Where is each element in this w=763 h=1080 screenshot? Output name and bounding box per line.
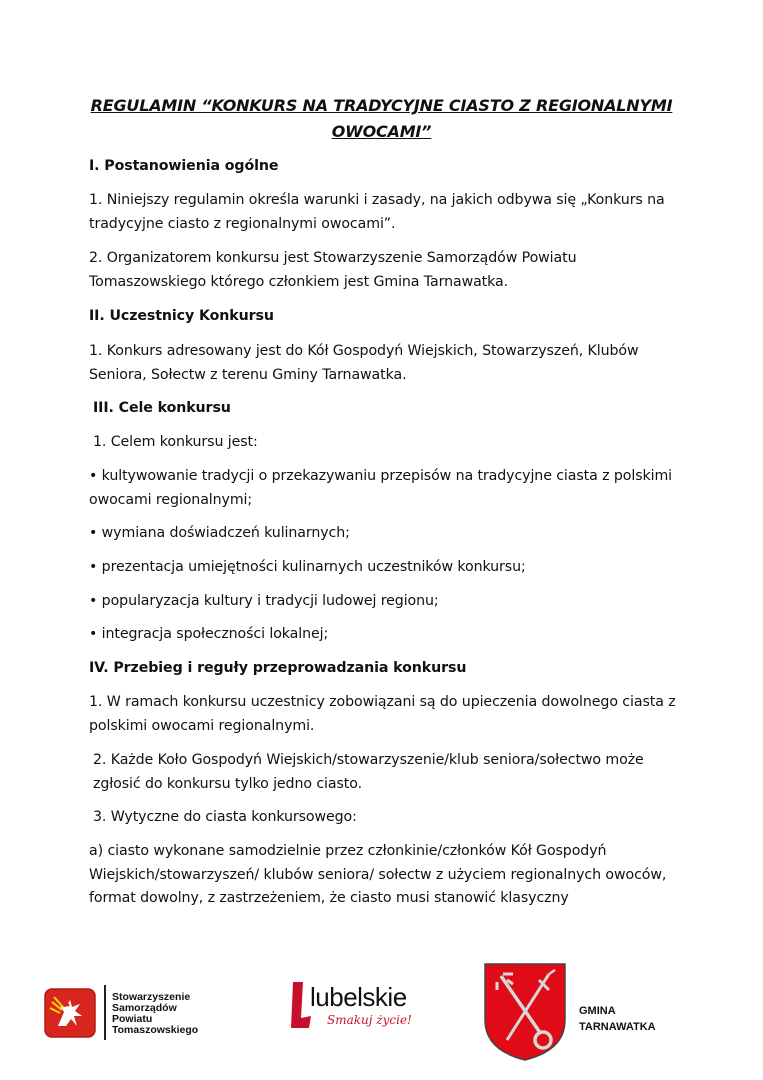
logo-text-line: Tomaszowskiego bbox=[112, 1024, 199, 1036]
bullet-item: • prezentacja umiejętności kulinarnych uczestników konkursu; bbox=[89, 559, 526, 575]
paragraph: 1. Konkurs adresowany jest do Kół Gospodyń Wiejskich, Stowarzyszeń, Klubów Seniora, Sołectw z terenu Gminy Tarnawatka. bbox=[89, 343, 639, 383]
document-title: REGULAMIN “KONKURS NA TRADYCYJNE CIASTO Z REGIONALNYMI OWOCAMI” bbox=[90, 96, 673, 141]
logo-text-line: Powiatu bbox=[112, 1013, 153, 1025]
paragraph: 2. Każde Koło Gospodyń Wiejskich/stowarzyszenie/klub seniora/sołectwo może zgłosić do konkursu tylko jedno ciasto. bbox=[93, 752, 644, 792]
bullet-item: • integracja społeczności lokalnej; bbox=[89, 626, 329, 642]
paragraph: 2. Organizatorem konkursu jest Stowarzyszenie Samorządów Powiatu Tomaszowskiego którego członkiem jest Gmina Tarnawatka. bbox=[89, 250, 577, 290]
paragraph: 1. Celem konkursu jest: bbox=[93, 434, 258, 450]
logo-text-line: GMINA bbox=[579, 1005, 616, 1017]
section-heading-2: II. Uczestnicy Konkursu bbox=[89, 308, 274, 324]
lubelskie-wordmark: lubelskie bbox=[310, 982, 407, 1012]
logo-text-line: Stowarzyszenie bbox=[112, 991, 191, 1003]
logo-divider bbox=[104, 985, 106, 1040]
paragraph: a) ciasto wykonane samodzielnie przez członkinie/członków Kół Gospodyń Wiejskich/stowarzyszeń/ klubów seniora/ sołectw z użyciem regionalnych owoców, format dowolny, z zastrzeżeniem, że ciasto musi stanowić klasyczny bbox=[89, 843, 667, 906]
logo-text-line: TARNAWATKA bbox=[579, 1021, 656, 1033]
paragraph: 1. W ramach konkursu uczestnicy zobowiązani są do upieczenia dowolnego ciasta z polskimi owocami regionalnymi. bbox=[89, 694, 676, 734]
paragraph: 1. Niniejszy regulamin określa warunki i zasady, na jakich odbywa się „Konkurs na tradycyjne ciasto z regionalnymi owocami”. bbox=[89, 192, 665, 232]
gmina-crest-icon bbox=[483, 962, 567, 1062]
bullet-item: • wymiana doświadczeń kulinarnych; bbox=[89, 525, 350, 541]
logo-text-line: Samorządów bbox=[112, 1002, 177, 1014]
gmina-logo-text bbox=[579, 1003, 656, 1035]
griffin-emblem-icon bbox=[44, 988, 96, 1038]
section-heading-4: IV. Przebieg i reguły przeprowadzania konkursu bbox=[89, 660, 467, 676]
lubelskie-tagline: Smakuj życie! bbox=[327, 1013, 412, 1027]
section-heading-1: I. Postanowienia ogólne bbox=[89, 158, 279, 174]
paragraph: 3. Wytyczne do ciasta konkursowego: bbox=[93, 809, 357, 825]
stowarzyszenie-logo-text bbox=[112, 992, 198, 1036]
bullet-item: • kultywowanie tradycji o przekazywaniu przepisów na tradycyjne ciasta z polskimi owocami regionalnymi; bbox=[89, 468, 673, 508]
section-heading-3: III. Cele konkursu bbox=[93, 400, 231, 416]
bullet-item: • popularyzacja kultury i tradycji ludowej regionu; bbox=[89, 593, 439, 609]
